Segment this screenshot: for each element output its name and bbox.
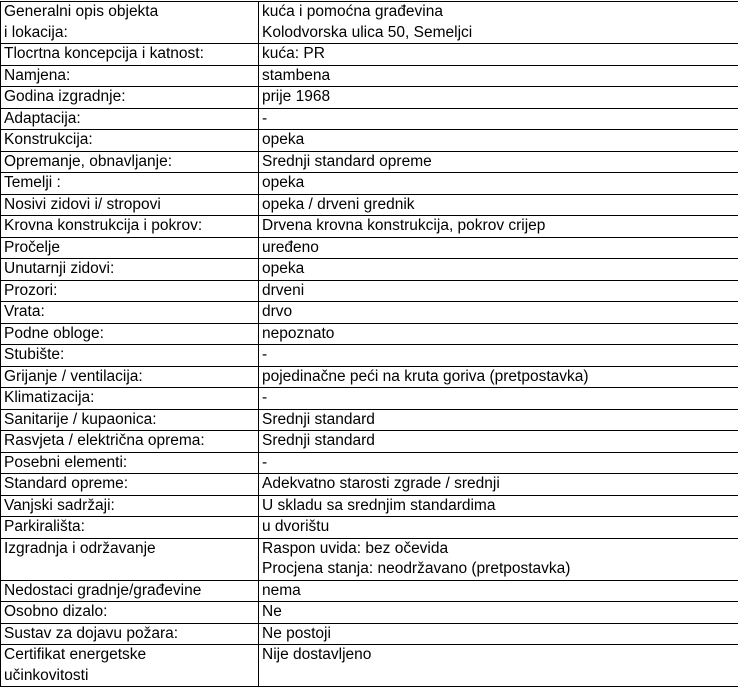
- row-label-cell: [1, 237, 259, 259]
- row-label-text: Sustav za dojavu požara:: [4, 624, 179, 642]
- table-row: [1, 366, 738, 388]
- row-label-text: Namjena:: [4, 66, 71, 84]
- row-label-text: Izgradnja i održavanje: [4, 539, 156, 557]
- row-label-cell: [1, 2, 259, 44]
- row-value-cell: [259, 173, 738, 195]
- row-value-text: pojedinačne peći na kruta goriva (pretpostavka): [262, 367, 589, 385]
- row-label-cell: [1, 474, 259, 496]
- row-value-text: opeka / drveni grednik: [262, 195, 415, 213]
- row-label-text: Grijanje / ventilacija:: [4, 367, 143, 385]
- row-value-cell: [259, 151, 738, 173]
- row-label-text: Sanitarije / kupaonica:: [4, 410, 157, 428]
- table-row: [1, 623, 738, 645]
- row-value-text: Ne postoji: [262, 624, 331, 642]
- row-value-cell: [259, 580, 738, 602]
- row-label-cell: [1, 323, 259, 345]
- row-label-cell: [1, 194, 259, 216]
- table-row: [1, 130, 738, 152]
- row-value-cell: [259, 44, 738, 66]
- table-row: [1, 431, 738, 453]
- table-row: [1, 474, 738, 496]
- row-label-text: Vrata:: [4, 303, 45, 320]
- row-value-cell: [259, 323, 738, 345]
- row-label-text: Krovna konstrukcija i pokrov:: [4, 217, 203, 234]
- row-label-text: Temelji :: [4, 174, 61, 191]
- row-value-text: opeka: [262, 260, 305, 277]
- table-row: [1, 538, 738, 580]
- row-value-line: Procjena stanja: neodržavano (pretpostavka): [262, 560, 571, 577]
- table-row: [1, 409, 738, 431]
- row-value-text: uređeno: [262, 238, 319, 256]
- row-value-cell: [259, 388, 738, 410]
- table-row: [1, 259, 738, 281]
- row-value-text: nepoznato: [262, 324, 335, 342]
- row-value-cell: [259, 216, 738, 238]
- row-value-text: prije 1968: [262, 88, 331, 105]
- row-value-cell: [259, 474, 738, 496]
- row-label-text: Podne obloge:: [4, 324, 104, 342]
- row-label-cell: [1, 151, 259, 173]
- row-label-text: Vanjski sadržaji:: [4, 496, 115, 514]
- row-value-text: -: [262, 346, 268, 363]
- row-label-text: Pročelje: [4, 238, 60, 256]
- table-row: [1, 151, 738, 173]
- table-row: [1, 323, 738, 345]
- row-label-text: Parkirališta:: [4, 518, 85, 535]
- row-value-cell: [259, 366, 738, 388]
- row-value-text: Srednji standard opreme: [262, 152, 432, 170]
- table-row: [1, 194, 738, 216]
- row-value-cell: [259, 237, 738, 259]
- row-label-cell: [1, 44, 259, 66]
- table-row: [1, 65, 738, 87]
- row-value-text: Drvena krovna konstrukcija, pokrov crijep: [262, 217, 546, 234]
- row-label-text: Osobno dizalo:: [4, 603, 108, 620]
- row-value-cell: [259, 87, 738, 109]
- table-row: [1, 452, 738, 474]
- row-value-cell: [259, 602, 738, 624]
- row-value-text: -: [262, 389, 268, 406]
- row-label-cell: [1, 495, 259, 517]
- row-label-text: Nedostaci gradnje/građevine: [4, 581, 202, 599]
- row-value-cell: [259, 345, 738, 367]
- row-label-cell: [1, 431, 259, 453]
- row-value-cell: [259, 130, 738, 152]
- property-description-table: [0, 1, 738, 687]
- row-label-cell: [1, 452, 259, 474]
- row-label-cell: [1, 280, 259, 302]
- row-label-text: Standard opreme:: [4, 475, 129, 492]
- row-label-cell: [1, 130, 259, 152]
- row-value-text: -: [262, 109, 268, 127]
- row-label-text: Adaptacija:: [4, 109, 81, 127]
- row-value-cell: [259, 65, 738, 87]
- row-value-text: U skladu sa srednjim standardima: [262, 496, 496, 514]
- table-row: [1, 495, 738, 517]
- row-label-cell: [1, 538, 259, 580]
- row-label-cell: [1, 645, 259, 687]
- row-value-text: Ne: [262, 603, 282, 620]
- row-label-cell: [1, 87, 259, 109]
- table-row: [1, 388, 738, 410]
- row-label-cell: [1, 602, 259, 624]
- row-value-cell: [259, 495, 738, 517]
- table-row: [1, 2, 738, 44]
- table-row: [1, 237, 738, 259]
- row-value-text: drveni: [262, 281, 305, 299]
- row-label-cell: [1, 623, 259, 645]
- row-value-text: Srednji standard: [262, 410, 375, 428]
- row-label-line: Generalni opis objekta: [4, 3, 159, 20]
- row-label-line: i lokacija:: [4, 23, 68, 41]
- row-value-text: -: [262, 453, 268, 471]
- row-label-text: Konstrukcija:: [4, 131, 93, 148]
- row-value-cell: [259, 645, 738, 687]
- row-label-line: učinkovitosti: [4, 666, 89, 684]
- row-value-text: opeka: [262, 174, 305, 191]
- row-value-line: Raspon uvida: bez očevida: [262, 539, 449, 557]
- row-value-text: stambena: [262, 66, 331, 84]
- row-value-cell: [259, 108, 738, 130]
- row-label-text: Stubište:: [4, 346, 65, 363]
- row-label-cell: [1, 409, 259, 431]
- row-label-text: Rasvjeta / električna oprema:: [4, 432, 205, 449]
- table-row: [1, 602, 738, 624]
- row-value-line: kuća i pomoćna građevina: [262, 3, 443, 20]
- row-value-cell: [259, 194, 738, 216]
- row-label-text: Nosivi zidovi i/ stropovi: [4, 195, 161, 213]
- table-row: [1, 44, 738, 66]
- row-value-line: Kolodvorska ulica 50, Semeljci: [262, 23, 473, 41]
- table-row: [1, 302, 738, 324]
- row-label-cell: [1, 65, 259, 87]
- row-value-text: Adekvatno starosti zgrade / srednji: [262, 475, 500, 492]
- table-row: [1, 280, 738, 302]
- row-label-cell: [1, 580, 259, 602]
- row-label-text: Unutarnji zidovi:: [4, 260, 115, 277]
- table-row: [1, 173, 738, 195]
- table-row: [1, 580, 738, 602]
- row-value-cell: [259, 2, 738, 44]
- row-value-text: kuća: PR: [262, 45, 325, 62]
- row-value-text: Srednji standard: [262, 432, 375, 449]
- row-label-text: Posebni elementi:: [4, 453, 128, 471]
- row-value-cell: [259, 302, 738, 324]
- table-body: [1, 2, 738, 687]
- row-label-text: Godina izgradnje:: [4, 88, 126, 105]
- row-label-text: Klimatizacija:: [4, 389, 95, 406]
- row-value-cell: [259, 623, 738, 645]
- row-label-line: Certifikat energetske: [4, 646, 147, 663]
- row-value-cell: [259, 409, 738, 431]
- row-value-cell: [259, 538, 738, 580]
- row-value-text: u dvorištu: [262, 518, 330, 535]
- row-label-cell: [1, 366, 259, 388]
- row-value-cell: [259, 517, 738, 539]
- row-value-text: Nije dostavljeno: [262, 646, 372, 663]
- row-label-cell: [1, 345, 259, 367]
- row-label-cell: [1, 173, 259, 195]
- table-row: [1, 645, 738, 687]
- row-label-cell: [1, 517, 259, 539]
- table-row: [1, 108, 738, 130]
- row-value-text: drvo: [262, 303, 293, 320]
- row-label-text: Tlocrtna koncepcija i katnost:: [4, 45, 204, 62]
- table-row: [1, 517, 738, 539]
- table-row: [1, 216, 738, 238]
- row-label-cell: [1, 302, 259, 324]
- row-value-text: nema: [262, 581, 301, 599]
- row-label-text: Opremanje, obnavljanje:: [4, 152, 173, 170]
- row-value-cell: [259, 452, 738, 474]
- row-value-cell: [259, 280, 738, 302]
- row-label-cell: [1, 216, 259, 238]
- row-label-text: Prozori:: [4, 281, 58, 299]
- row-label-cell: [1, 259, 259, 281]
- row-label-cell: [1, 388, 259, 410]
- row-value-cell: [259, 431, 738, 453]
- row-value-cell: [259, 259, 738, 281]
- row-label-cell: [1, 108, 259, 130]
- table-row: [1, 87, 738, 109]
- table-row: [1, 345, 738, 367]
- row-value-text: opeka: [262, 131, 305, 148]
